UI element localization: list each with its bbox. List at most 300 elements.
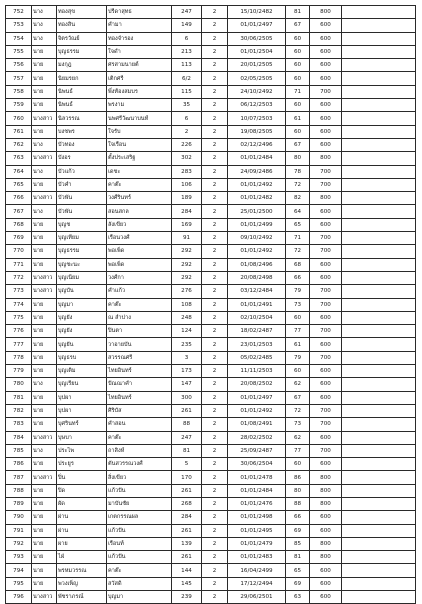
house-number-cell: 284 (172, 511, 202, 524)
allowance-amount-cell: 600 (310, 365, 342, 378)
house-number-cell: 139 (172, 537, 202, 550)
age-cell: 72 (286, 404, 310, 417)
village-group-cell: 2 (202, 99, 228, 112)
first-name-cell: บัวพัน (57, 205, 107, 218)
village-group-cell: 2 (202, 431, 228, 444)
signature-cell (342, 551, 416, 564)
allowance-amount-cell: 600 (310, 32, 342, 45)
last-name-cell: สิ่งเขียว (107, 471, 172, 484)
signature-cell (342, 19, 416, 32)
village-group-cell: 2 (202, 59, 228, 72)
signature-cell (342, 444, 416, 457)
signature-cell (342, 404, 416, 417)
house-number-cell: 6/2 (172, 72, 202, 85)
birth-date-cell: 25/09/2487 (228, 444, 286, 457)
village-group-cell: 2 (202, 178, 228, 191)
row-number-cell: 753 (6, 19, 32, 32)
name-prefix-cell: นาย (32, 524, 57, 537)
house-number-cell: 124 (172, 325, 202, 338)
signature-cell (342, 285, 416, 298)
birth-date-cell: 06/12/2503 (228, 99, 286, 112)
house-number-cell: 144 (172, 564, 202, 577)
name-prefix-cell: นาง (32, 6, 57, 19)
birth-date-cell: 28/02/2502 (228, 431, 286, 444)
birth-date-cell: 01/01/2478 (228, 471, 286, 484)
age-cell: 81 (286, 6, 310, 19)
birth-date-cell: 29/06/2501 (228, 591, 286, 604)
house-number-cell: 292 (172, 245, 202, 258)
signature-cell (342, 458, 416, 471)
allowance-amount-cell: 700 (310, 325, 342, 338)
age-cell: 69 (286, 524, 310, 537)
age-cell: 77 (286, 325, 310, 338)
table-row (6, 205, 416, 218)
age-cell: 85 (286, 537, 310, 550)
village-group-cell: 2 (202, 192, 228, 205)
allowance-amount-cell: 700 (310, 351, 342, 364)
birth-date-cell: 01/01/2484 (228, 152, 286, 165)
village-group-cell: 2 (202, 511, 228, 524)
allowance-amount-cell: 600 (310, 591, 342, 604)
name-prefix-cell: นาย (32, 551, 57, 564)
row-number-cell: 760 (6, 112, 32, 125)
village-group-cell: 2 (202, 6, 228, 19)
birth-date-cell: 01/01/2479 (228, 537, 286, 550)
allowance-amount-cell: 700 (310, 232, 342, 245)
table-row (6, 165, 416, 178)
table-row (6, 192, 416, 205)
house-number-cell: 6 (172, 32, 202, 45)
table-row (6, 378, 416, 391)
house-number-cell: 2 (172, 125, 202, 138)
row-number-cell: 791 (6, 524, 32, 537)
first-name-cell: ผ่าน (57, 511, 107, 524)
village-group-cell: 2 (202, 271, 228, 284)
name-prefix-cell: นาย (32, 72, 57, 85)
allowance-amount-cell: 800 (310, 192, 342, 205)
first-name-cell: บัวคำ (57, 178, 107, 191)
village-group-cell: 2 (202, 152, 228, 165)
first-name-cell: บงชพร (57, 125, 107, 138)
name-prefix-cell: นาย (32, 577, 57, 590)
first-name-cell: บัวแก้ว (57, 165, 107, 178)
table-row (6, 551, 416, 564)
house-number-cell: 247 (172, 431, 202, 444)
birth-date-cell: 02/05/2505 (228, 72, 286, 85)
house-number-cell: 189 (172, 192, 202, 205)
village-group-cell: 2 (202, 138, 228, 151)
name-prefix-cell: นาย (32, 458, 57, 471)
house-number-cell: 268 (172, 497, 202, 510)
last-name-cell: ลังเขียว (107, 218, 172, 231)
house-number-cell: 213 (172, 45, 202, 58)
age-cell: 73 (286, 298, 310, 311)
row-number-cell: 789 (6, 497, 32, 510)
name-prefix-cell: นาง (32, 205, 57, 218)
last-name-cell: พอเพ็ด (107, 258, 172, 271)
age-cell: 61 (286, 112, 310, 125)
table-row (6, 311, 416, 324)
table-row (6, 484, 416, 497)
name-prefix-cell: นาย (32, 418, 57, 431)
first-name-cell: บุปผา (57, 391, 107, 404)
house-number-cell: 261 (172, 524, 202, 537)
age-cell: 60 (286, 458, 310, 471)
first-name-cell: ผ่าน (57, 524, 107, 537)
last-name-cell: ปินตา (107, 325, 172, 338)
name-prefix-cell: นาย (32, 497, 57, 510)
table-row (6, 19, 416, 32)
house-number-cell: 170 (172, 471, 202, 484)
name-prefix-cell: นาย (32, 232, 57, 245)
last-name-cell: คาต๊ะ (107, 178, 172, 191)
age-cell: 60 (286, 365, 310, 378)
name-prefix-cell: นาย (32, 404, 57, 417)
village-group-cell: 2 (202, 338, 228, 351)
table-row (6, 511, 416, 524)
house-number-cell: 106 (172, 178, 202, 191)
age-cell: 62 (286, 378, 310, 391)
signature-cell (342, 271, 416, 284)
house-number-cell: 284 (172, 205, 202, 218)
row-number-cell: 757 (6, 72, 32, 85)
village-group-cell: 2 (202, 125, 228, 138)
village-group-cell: 2 (202, 72, 228, 85)
first-name-cell: บุญเติม (57, 365, 107, 378)
row-number-cell: 790 (6, 511, 32, 524)
table-row (6, 72, 416, 85)
row-number-cell: 777 (6, 338, 32, 351)
birth-date-cell: 02/10/2504 (228, 311, 286, 324)
birth-date-cell: 01/01/2498 (228, 511, 286, 524)
first-name-cell: ทองสุข (57, 6, 107, 19)
birth-date-cell: 01/01/2492 (228, 178, 286, 191)
table-row (6, 591, 416, 604)
name-prefix-cell: นาย (32, 484, 57, 497)
row-number-cell: 778 (6, 351, 32, 364)
village-group-cell: 2 (202, 458, 228, 471)
last-name-cell: แก้วปัน (107, 524, 172, 537)
name-prefix-cell: นาย (32, 258, 57, 271)
first-name-cell: บุญยัน (57, 338, 107, 351)
row-number-cell: 787 (6, 471, 32, 484)
name-prefix-cell: นาย (32, 351, 57, 364)
birth-date-cell: 02/12/2496 (228, 138, 286, 151)
first-name-cell: บุญมา (57, 298, 107, 311)
table-row (6, 112, 416, 125)
house-number-cell: 292 (172, 271, 202, 284)
table-row (6, 365, 416, 378)
signature-cell (342, 85, 416, 98)
first-name-cell: บุญธรรม (57, 245, 107, 258)
house-number-cell: 292 (172, 258, 202, 271)
birth-date-cell: 20/08/2502 (228, 378, 286, 391)
name-prefix-cell: นาย (32, 218, 57, 231)
house-number-cell: 115 (172, 85, 202, 98)
signature-cell (342, 298, 416, 311)
age-cell: 78 (286, 165, 310, 178)
name-prefix-cell: นาย (32, 178, 57, 191)
house-number-cell: 5 (172, 458, 202, 471)
last-name-cell: สอนสกล (107, 205, 172, 218)
allowance-amount-cell: 600 (310, 138, 342, 151)
allowance-amount-cell: 600 (310, 338, 342, 351)
village-group-cell: 2 (202, 85, 228, 98)
row-number-cell: 794 (6, 564, 32, 577)
signature-cell (342, 138, 416, 151)
age-cell: 60 (286, 45, 310, 58)
name-prefix-cell: นาง (32, 32, 57, 45)
allowance-amount-cell: 600 (310, 72, 342, 85)
birth-date-cell: 01/01/2484 (228, 484, 286, 497)
signature-cell (342, 511, 416, 524)
last-name-cell: ศิริบัส (107, 404, 172, 417)
signature-cell (342, 152, 416, 165)
village-group-cell: 2 (202, 32, 228, 45)
age-cell: 79 (286, 351, 310, 364)
table-row (6, 178, 416, 191)
birth-date-cell: 01/08/2491 (228, 418, 286, 431)
village-group-cell: 2 (202, 351, 228, 364)
first-name-cell: นิพนธ์ (57, 99, 107, 112)
name-prefix-cell: นาง (32, 378, 57, 391)
allowance-amount-cell: 600 (310, 311, 342, 324)
first-name-cell: บังอร (57, 152, 107, 165)
allowance-amount-cell: 700 (310, 85, 342, 98)
first-name-cell: ประไพ (57, 444, 107, 457)
signature-cell (342, 591, 416, 604)
house-number-cell: 3 (172, 351, 202, 364)
row-number-cell: 769 (6, 232, 32, 245)
signature-cell (342, 564, 416, 577)
first-name-cell: ไฝ่ (57, 551, 107, 564)
name-prefix-cell: นางสาว (32, 285, 57, 298)
house-number-cell: 149 (172, 19, 202, 32)
row-number-cell: 756 (6, 59, 32, 72)
row-number-cell: 795 (6, 577, 32, 590)
table-row (6, 59, 416, 72)
row-number-cell: 779 (6, 365, 32, 378)
name-prefix-cell: นางสาว (32, 112, 57, 125)
signature-cell (342, 365, 416, 378)
house-number-cell: 169 (172, 218, 202, 231)
allowance-amount-cell: 600 (310, 458, 342, 471)
village-group-cell: 2 (202, 218, 228, 231)
age-cell: 77 (286, 444, 310, 457)
signature-cell (342, 471, 416, 484)
age-cell: 61 (286, 338, 310, 351)
signature-cell (342, 378, 416, 391)
signature-cell (342, 232, 416, 245)
allowance-amount-cell: 800 (310, 484, 342, 497)
age-cell: 67 (286, 391, 310, 404)
signature-cell (342, 165, 416, 178)
name-prefix-cell: นาย (32, 125, 57, 138)
row-number-cell: 765 (6, 178, 32, 191)
first-name-cell: นิยมรยก (57, 72, 107, 85)
birth-date-cell: 18/02/2487 (228, 325, 286, 338)
first-name-cell: บุญช (57, 218, 107, 231)
allowance-amount-cell: 600 (310, 19, 342, 32)
last-name-cell: เติกศรี (107, 72, 172, 85)
last-name-cell: เรือนวงศ์ (107, 232, 172, 245)
signature-cell (342, 218, 416, 231)
birth-date-cell: 09/10/2492 (228, 232, 286, 245)
name-prefix-cell: นาย (32, 99, 57, 112)
village-group-cell: 2 (202, 245, 228, 258)
village-group-cell: 2 (202, 298, 228, 311)
age-cell: 60 (286, 311, 310, 324)
house-number-cell: 276 (172, 285, 202, 298)
first-name-cell: ผัด (57, 497, 107, 510)
birth-date-cell: 23/01/2503 (228, 338, 286, 351)
birth-date-cell: 01/01/2483 (228, 551, 286, 564)
age-cell: 62 (286, 431, 310, 444)
house-number-cell: 35 (172, 99, 202, 112)
name-prefix-cell: นางสาว (32, 591, 57, 604)
last-name-cell: แก้วปัน (107, 551, 172, 564)
table-row (6, 138, 416, 151)
last-name-cell: เดชะ (107, 165, 172, 178)
allowance-amount-cell: 600 (310, 59, 342, 72)
age-cell: 60 (286, 32, 310, 45)
table-row (6, 564, 416, 577)
village-group-cell: 2 (202, 591, 228, 604)
first-name-cell: ประยูร (57, 458, 107, 471)
table-row (6, 418, 416, 431)
last-name-cell: เรือนท์ (107, 537, 172, 550)
last-name-cell: ใจเรือน (107, 138, 172, 151)
name-prefix-cell: นาย (32, 311, 57, 324)
birth-date-cell: 10/07/2503 (228, 112, 286, 125)
first-name-cell: ผาย (57, 537, 107, 550)
house-number-cell: 302 (172, 152, 202, 165)
first-name-cell: บุปผา (57, 404, 107, 417)
row-number-cell: 774 (6, 298, 32, 311)
last-name-cell: ณ ลำปาง (107, 311, 172, 324)
table-row (6, 577, 416, 590)
signature-cell (342, 192, 416, 205)
last-name-cell: ทองจำรอง (107, 32, 172, 45)
allowance-amount-cell: 700 (310, 178, 342, 191)
allowance-amount-cell: 700 (310, 165, 342, 178)
last-name-cell: ถาสิงห์ (107, 444, 172, 457)
row-number-cell: 783 (6, 418, 32, 431)
house-number-cell: 147 (172, 378, 202, 391)
birth-date-cell: 01/01/2482 (228, 192, 286, 205)
first-name-cell: ปิด (57, 484, 107, 497)
row-number-cell: 793 (6, 551, 32, 564)
signature-cell (342, 45, 416, 58)
age-cell: 73 (286, 418, 310, 431)
signature-cell (342, 32, 416, 45)
first-name-cell: บัวพัน (57, 192, 107, 205)
row-number-cell: 782 (6, 404, 32, 417)
last-name-cell: คาต๊ะ (107, 431, 172, 444)
first-name-cell: บุญบัน (57, 285, 107, 298)
birth-date-cell: 01/01/2492 (228, 245, 286, 258)
age-cell: 66 (286, 511, 310, 524)
birth-date-cell: 01/01/2499 (228, 218, 286, 231)
first-name-cell: ทองสิน (57, 19, 107, 32)
birth-date-cell: 19/08/2505 (228, 125, 286, 138)
signature-cell (342, 351, 416, 364)
first-name-cell: ปิ่น (57, 471, 107, 484)
allowance-amount-cell: 600 (310, 524, 342, 537)
table-row (6, 431, 416, 444)
birth-date-cell: 05/02/2485 (228, 351, 286, 364)
age-cell: 64 (286, 205, 310, 218)
allowance-amount-cell: 800 (310, 6, 342, 19)
first-name-cell: บุญชะนะ (57, 258, 107, 271)
row-number-cell: 781 (6, 391, 32, 404)
table-row (6, 32, 416, 45)
last-name-cell: พรงาม (107, 99, 172, 112)
table-row (6, 471, 416, 484)
signature-cell (342, 178, 416, 191)
signature-cell (342, 311, 416, 324)
table-row (6, 152, 416, 165)
name-prefix-cell: นาย (32, 85, 57, 98)
last-name-cell: คำมา (107, 19, 172, 32)
name-prefix-cell: นาย (32, 325, 57, 338)
allowance-amount-cell: 800 (310, 551, 342, 564)
allowance-amount-cell: 600 (310, 271, 342, 284)
allowance-amount-cell: 600 (310, 431, 342, 444)
row-number-cell: 755 (6, 45, 32, 58)
last-name-cell: พอเพ็ด (107, 245, 172, 258)
last-name-cell: คาต๊ะ (107, 298, 172, 311)
signature-cell (342, 418, 416, 431)
signature-cell (342, 112, 416, 125)
signature-cell (342, 72, 416, 85)
first-name-cell: พรหมวรรณ (57, 564, 107, 577)
house-number-cell: 261 (172, 484, 202, 497)
records-table (5, 5, 416, 604)
table-row (6, 45, 416, 58)
signature-cell (342, 125, 416, 138)
birth-date-cell: 17/12/2494 (228, 577, 286, 590)
age-cell: 80 (286, 152, 310, 165)
village-group-cell: 2 (202, 205, 228, 218)
table-row (6, 218, 416, 231)
name-prefix-cell: นาย (32, 45, 57, 58)
age-cell: 71 (286, 85, 310, 98)
house-number-cell: 81 (172, 444, 202, 457)
last-name-cell: บุญมา (107, 591, 172, 604)
allowance-amount-cell: 800 (310, 497, 342, 510)
allowance-amount-cell: 600 (310, 577, 342, 590)
name-prefix-cell: นาง (32, 165, 57, 178)
table-row (6, 298, 416, 311)
last-name-cell: คำสอน (107, 418, 172, 431)
age-cell: 88 (286, 497, 310, 510)
table-row (6, 497, 416, 510)
age-cell: 69 (286, 577, 310, 590)
first-name-cell: บุศรินทร์ (57, 418, 107, 431)
birth-date-cell: 20/08/2498 (228, 271, 286, 284)
village-group-cell: 2 (202, 311, 228, 324)
signature-cell (342, 537, 416, 550)
allowance-amount-cell: 700 (310, 285, 342, 298)
village-group-cell: 2 (202, 391, 228, 404)
name-prefix-cell: นางสาว (32, 271, 57, 284)
table-row (6, 271, 416, 284)
row-number-cell: 763 (6, 152, 32, 165)
row-number-cell: 785 (6, 444, 32, 457)
birth-date-cell: 30/06/2504 (228, 458, 286, 471)
allowance-amount-cell: 600 (310, 258, 342, 271)
